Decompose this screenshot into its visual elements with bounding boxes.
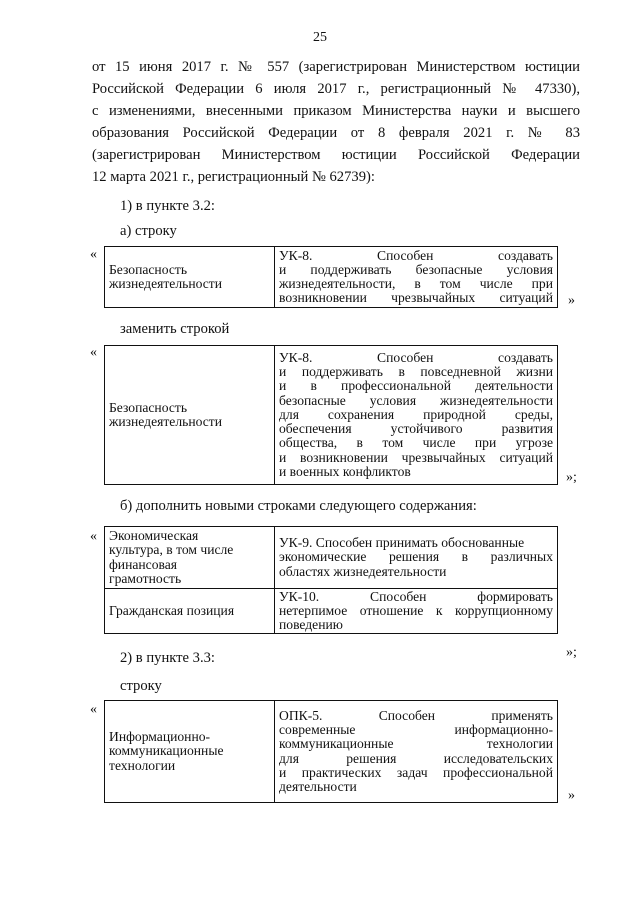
item-2-row-label: строку — [120, 678, 162, 694]
competency-description: ОПК-5. Способен применять современные информационно- коммуникационные технологии для решения исследовательских и практических задач профессиональной деятельности — [275, 701, 558, 803]
competency-description: УК-9. Способен принимать обоснованные экономические решения в различных областях жизнедеятельности — [275, 527, 558, 589]
competency-category: Информационно- коммуникационные технологии — [105, 701, 275, 803]
item-2-heading: 2) в пункте 3.3: — [120, 650, 215, 666]
table-new-rows — [104, 526, 558, 634]
open-quote: « — [90, 529, 97, 544]
intro-line: от 15 июня 2017 г. № 557 (зарегистрирован Министерством юстиции — [92, 59, 580, 75]
replace-instruction: заменить строкой — [120, 321, 230, 337]
table-row-new-uk8 — [104, 345, 558, 485]
open-quote: « — [90, 345, 97, 360]
table-row-old-uk8 — [104, 246, 558, 308]
competency-category: Безопасность жизнедеятельности — [105, 346, 275, 485]
close-quote: » — [568, 788, 575, 803]
competency-description: УК-10. Способен формировать нетерпимое отношение к коррупционному поведению — [275, 589, 558, 634]
competency-category: Безопасность жизнедеятельности — [105, 247, 275, 308]
item-1b-heading: б) дополнить новыми строками следующего содержания: — [120, 498, 477, 514]
close-quote-semicolon: »; — [566, 470, 577, 485]
open-quote: « — [90, 702, 97, 717]
intro-line: (зарегистрирован Министерством юстиции Российской Федерации — [92, 147, 580, 163]
intro-line: 12 марта 2021 г., регистрационный № 62739): — [92, 169, 375, 185]
open-quote: « — [90, 247, 97, 262]
item-1-heading: 1) в пункте 3.2: — [120, 198, 215, 214]
intro-line: с изменениями, внесенными приказом Министерства науки и высшего — [92, 103, 580, 119]
intro-line: образования Российской Федерации от 8 февраля 2021 г. № 83 — [92, 125, 580, 141]
item-1a-heading: а) строку — [120, 223, 177, 239]
close-quote-semicolon: »; — [566, 645, 577, 660]
intro-line: Российской Федерации 6 июля 2017 г., регистрационный № 47330), — [92, 81, 580, 97]
table-row-opk5 — [104, 700, 558, 803]
competency-category: Гражданская позиция — [105, 589, 275, 634]
competency-description: УК-8. Способен создавать и поддерживать в повседневной жизни и в профессиональной деятельности безопасные условия жизнедеятельности для сохранения природной среды, обеспечения устойчивого развития общества, в том числе при угрозе и возникновении чрезвычайных ситуаций и военных конфликтов — [275, 346, 558, 485]
page-number: 25 — [313, 30, 327, 45]
close-quote: » — [568, 293, 575, 308]
competency-description: УК-8. Способен создавать и поддерживать безопасные условия жизнедеятельности, в том числе при возникновении чрезвычайных ситуаций — [275, 247, 558, 308]
competency-category: Экономическая культура, в том числе финансовая грамотность — [105, 527, 275, 589]
